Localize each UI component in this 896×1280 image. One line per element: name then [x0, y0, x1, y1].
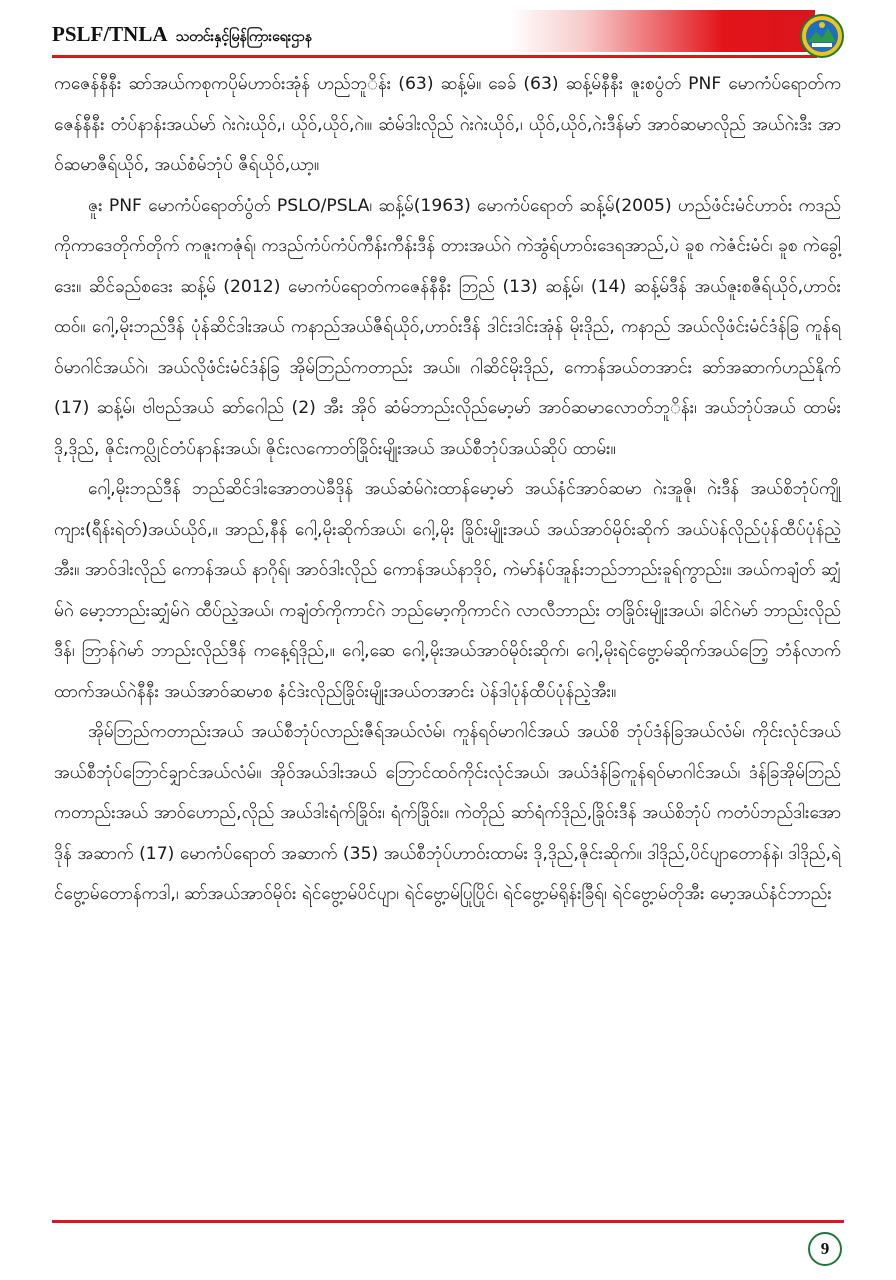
header-title: PSLF/TNLA: [52, 22, 167, 46]
paragraph-1: ကဇေန်နီနီး ဆာ်အယ်ကစုကပိုမ်ဟာဝ်းအုံန် ဟည်ဘူိန်း (63) ဆန့်မ်။ ခေခ် (63) ဆန့်မ်နီနီး ဇူးစပွံတ် PNF မောကံပ်ရောတ်ကဇေန်နီနီး တံပ်နာန်းအယ်မာ် ဂဲးဂဲးယိုဝ်,၊ ယိုဝ်,ယိုဝ်,ဂဲ။၊ ဆံမ်ဒါးလိုည် ဂဲးဂဲးယိုဝ်,၊ ယိုဝ်,ယိုဝ်,ဂဲးဒီန်မာ် အာဝ်ဆမာလိုည် အယ်ဂဲးဒီး အာဝ်ဆမာဇီရ်ယိုဝ်, အယ်စံမ်ဘုံပ် ဇီရ်ယိုဝ်,ယာ့။: [54, 74, 841, 175]
page-number: 9: [808, 1232, 842, 1266]
header-divider: [52, 55, 817, 58]
paragraph-3: ဂေါ့,မိုးဘည်ဒီန် ဘည်ဆိင်ဒါးအောတပဲခီဒိုန် အယ်ဆံမ်ဂဲးထာန်မော့မာ် အယ်နံင်အာဝ်ဆမာ ဂဲးအူဇို၊ ဂဲးဒီန် အယ်စိဘုံပ်ကျိုကျား(ရီန်းရဲတ်)အယ်ယိုဝ်,။ အာည်,နီန် ဂေါ့,မိုးဆိုက်အယ်၊ ဂေါ့,မိုး ခြိုဝ်းမျိုးအယ် အယ်အာဝ်မိုဝ်းဆိုက် အယ်ပဲန်လိုည်ပုံန်ထီပ်ပုံန်ညဲ့အီး။ အာဝ်ဒါးလိုည် ကောန်အယ် နာဂိုရ်၊ အာဝ်ဒါးလိုည် ကောန်အယ်နာဒိုဝ်, ကဲမာ်နံပ်အူန်းဘည်ဘာည်းခူရ်ကွာည်း။ အယ်ကချံတ် ဆျှံမ်ဂဲ မော့ဘာည်းဆျှံမ်ဂဲ ထီပ်ညဲ့အယ်၊ ကချံတ်ကိုကာင်ဂဲ ဘည်မော့ကိုကာင်ဂဲ လာလီဘာည်း တခြိုဝ်းမျိုးအယ်၊ ခါင်ဂဲမာ် ဘာည်းလိုည်ဒီန်၊ ဘြာန်ဂဲမာ် ဘာည်းလိုည်ဒီန် ကနေ့ရ်ဒိုည်,။ ဂေါ့,ဆေ ဂေါ့,မိုးအယ်အာဝ်မိုဝ်းဆိုက်၊ ဂေါ့,မိုးရဲင်ဗွေ့ာမ်ဆိုက်အယ်ဘြေ့ ဘံန်လာက်ထာက်အယ်ဂဲနီနီး အယ်အာဝ်ဆမာစ နံင်ဒဲးလိုည်ခြိုဝ်းမျိုးအယ်တအာင်း ပဲန်ဒါပုံန်ထီပ်ပုံန်ညဲ့အီး။: [54, 479, 841, 702]
paragraph-2: ဇူး PNF မောကံပ်ရောတ်ပွံတ် PSLO/PSLA၊ ဆန့်မ်(1963) မောကံပ်ရောတ် ဆန့်မ်(2005) ဟည်ဖံင်းမံင်ဟာဝ်း ကဒည်ကိုကာဒေတိုက်တိုက် ကဇူးကဇုံရ်၊ ကဒည်ကံပ်ကံပ်ကီန်းကီန်းဒီန် တားအယ်ဂဲ ကဲအွံရ်ဟာဝ်းဒေရအာည်,ပဲ ခူစ ကဲဇံင်းမံင်၊ ခူစ ကဲခွေါ့ဒေး။ ဆိင်ခည်စဒေး ဆန့်မ် (2012) မောကံပ်ရောတ်ကဇေန်နီနီး ဘြည် (13) ဆန့်မ်၊ (14) ဆန့်မ်ဒီန် အယ်ဇူးစဇီရ်ယိုဝ်,ဟာဝ်း ထဝ်။ ဂေါ့,မိုးဘည်ဒီန် ပုံန်ဆိင်ဒါးအယ် ကနာည်အယ်ဇီရ်ယိုဝ်,ဟာဝ်းဒီန် ဒါင်းဒါင်းအုံန် မိုးဒိုည်, ကနာည် အယ်လိုဖံင်းမံင်ဒံန်ခြ ကူန်ရဝ်မာဂါင်အယ်ဂဲ၊ အယ်လိုဖံင်းမံင်ဒံန်ခြ အိုမ်ဘြည်ကတာည်း အယ်။ ဂါဆိင်မိုးဒိုည်, ကောန်အယ်တအာင်း ဆာ်အဆာက်ဟည်နိုက် (17) ဆန့်မ်၊ ဗါဗည်အယ် ဆာ်ဂေါည် (2) အီး အိုဝ် ဆံမ်ဘာည်းလိုည်မော့မာ် အာဝ်ဆမာလောတ်ဘူိန်း၊ အယ်ဘုံပ်အယ် ထာမ်းဒို,ဒိုည်, ဇိုင်းကပ္လိုင်တံပ်နာန်းအယ်၊ ဇိုင်းလကောတ်ခြိုဝ်းမျိုးအယ် အယ်စီဘုံပ်အယ်ဆိုပ် ထာမ်း။: [54, 195, 841, 459]
tnla-emblem-icon: [800, 14, 844, 58]
header-red-bar: [510, 10, 815, 52]
paragraph-4: အိုမ်ဘြည်ကတာည်းအယ် အယ်စီဘုံပ်လာည်းဇီရ်အယ်လံမ်၊ ကူန်ရဝ်မာဂါင်အယ် အယ်စိ ဘုံပ်ဒံန်ခြအယ်လံမ်၊ ကိုင်းလုံင်အယ် အယ်စီဘုံပ်ဘြောင်ချှာင်အယ်လံမ်။ အိုဝ်အယ်ဒါးအယ် ဘြောင်ထဝ်ကိုင်းလုံင်အယ်၊ အယ်ဒံန်ခြကူန်ရဝ်မာဂါင်အယ်၊ ဒံန်ခြအိုမ်ဘြည်ကတာည်းအယ် အာဝ်ဟောည်,လိုည် အယ်ဒါးရံက်ခြိုဝ်း၊ ရံက်ခြိုဝ်း။ ကဲတိုည် ဆာ်ရံက်ဒိုည်,ခြိုဝ်းဒီန် အယ်စိဘုံပ် ကတံပ်ဘည်ဒါးအောဒိုန် အဆာက် (17) မောကံပ်ရောတ် အဆာက် (35) အယ်စီဘုံပ်ဟာဝ်းထာမ်း ဒို,ဒိုည်,ဇိုင်းဆိုက်။ ဒါဒိုည်,ပိင်ပျာတောန်နဲ၊ ဒါဒိုည်,ရဲင်ဗွေ့ာမ်တောန်ကဒါ,၊ ဆာ်အယ်အာဝ်မိုဝ်း ရဲင်ဗွေ့ာမ်ပိင်ပျာ၊ ရဲင်ဗွေ့ာမ်ပြုပြိုင်၊ ရဲင်ဗွေ့ာမ်ရိုန်းခြီရ်၊ ရဲင်ဗွေ့ာမ်တိုအီး မော့အယ်နံင်ဘာည်း: [54, 722, 841, 904]
article-body: [54, 64, 841, 915]
header-brand: [52, 22, 312, 48]
footer-divider: [52, 1220, 844, 1223]
header-subtitle: သတင်းနှင့်မြန်ကြားရေးဌာန: [175, 29, 313, 45]
